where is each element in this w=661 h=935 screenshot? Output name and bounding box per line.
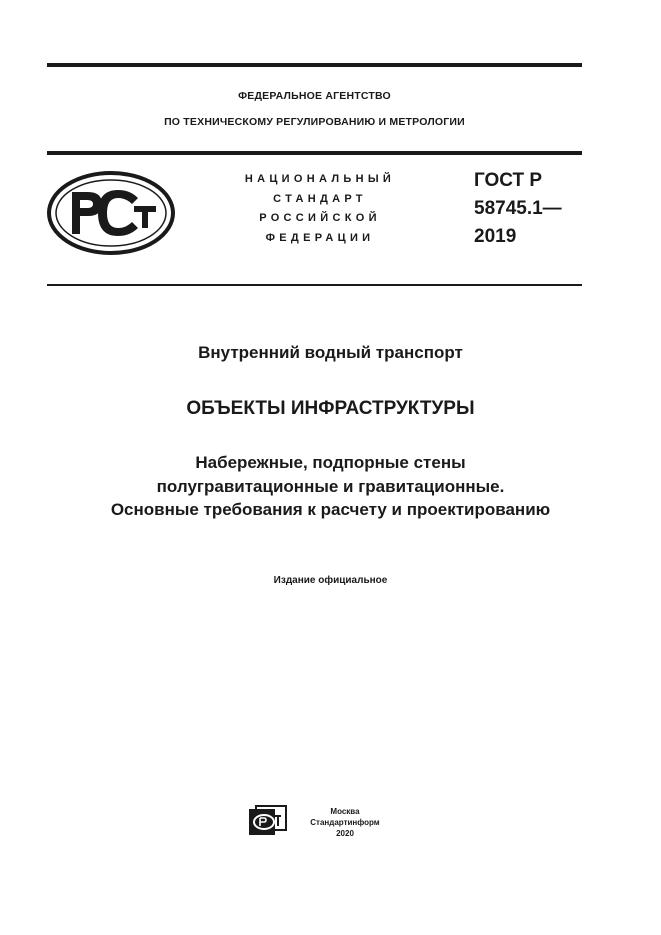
document-subtitle-line2: полугравитационные и гравитационные. bbox=[156, 477, 505, 496]
publisher-year: 2020 bbox=[336, 829, 354, 838]
standard-type-line1: НАЦИОНАЛЬНЫЙ bbox=[244, 173, 396, 185]
standard-code-line3: 2019 bbox=[474, 226, 517, 247]
document-object-title: ОБЪЕКТЫ ИНФРАСТРУКТУРЫ bbox=[186, 398, 475, 419]
agency-name-line1: ФЕДЕРАЛЬНОЕ АГЕНТСТВО bbox=[238, 90, 391, 102]
document-subtitle-line1: Набережные, подпорные стены bbox=[195, 453, 466, 472]
rst-gost-emblem-icon bbox=[46, 170, 176, 256]
standard-code-line2: 58745.1— bbox=[474, 198, 562, 219]
standartinform-emblem-icon bbox=[248, 805, 288, 837]
top-rule bbox=[47, 63, 582, 67]
publisher-city: Москва bbox=[330, 807, 360, 816]
bottom-rule bbox=[47, 284, 582, 286]
standard-type-line2: СТАНДАРТ bbox=[273, 193, 367, 205]
standard-type-line3: РОССИЙСКОЙ bbox=[259, 212, 381, 224]
publisher-name: Стандартинформ bbox=[310, 818, 380, 827]
middle-rule bbox=[47, 151, 582, 155]
standard-code-line1: ГОСТ Р bbox=[474, 170, 543, 191]
document-subtitle-line3: Основные требования к расчету и проектированию bbox=[110, 500, 551, 519]
standard-type-line4: ФЕДЕРАЦИИ bbox=[265, 232, 375, 244]
document-title: Внутренний водный транспорт bbox=[198, 343, 463, 362]
agency-name-line2: ПО ТЕХНИЧЕСКОМУ РЕГУЛИРОВАНИЮ И МЕТРОЛОГИИ bbox=[164, 116, 465, 128]
edition-label: Издание официальное bbox=[273, 575, 388, 586]
